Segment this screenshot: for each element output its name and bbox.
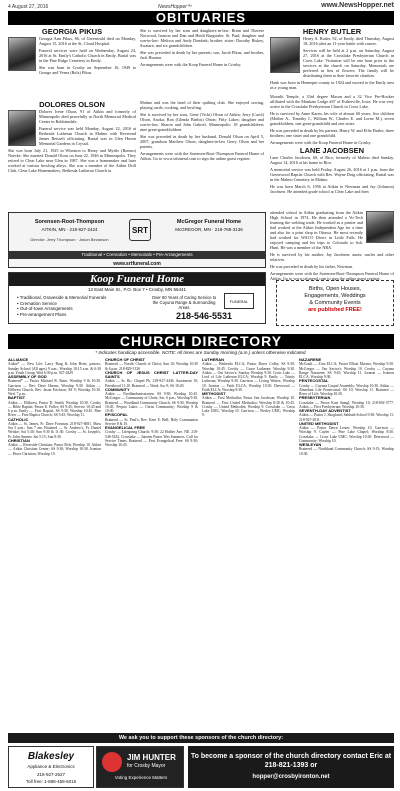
funeral-home-ad-srt xyxy=(8,212,266,268)
obituary-text: Arrangements were with the Sorensen-Root-Thompson Funeral Home of Aitkin. Go to www.srfuneral.com to sign the online guest register. xyxy=(270,271,394,281)
directory-listing: Brainerd — Northland Community Church; SS 9:15; Worship 10:30. xyxy=(299,447,394,456)
obituary-henry-butler xyxy=(270,27,394,92)
ad-funeral-director: Director: Jerry Thompson · Jason Bezanson xyxy=(30,237,109,242)
directory-denomination: PENTECOSTAL xyxy=(299,378,329,384)
directory-denomination: METHODIST xyxy=(202,391,226,396)
directory-listing: Aitkin* — New Life: Larry Burg & John Beier, pastors; Sunday School (All ages) 9 a.m.; Worship 10:15 a.m. & 6:30 p.m. Youth Group, Wed 6:30 p.m. 927-4429 xyxy=(8,362,101,375)
obituary-photo xyxy=(270,37,300,73)
obituary-text: Dolores Irene Olson, 91 of Aitkin and formerly of Minneapolis died peacefully at North Memorial Medical Center in Robbinsdale. xyxy=(39,109,136,124)
directory-entry xyxy=(8,358,101,375)
obituary-georgia-pikus-cont xyxy=(140,28,264,69)
obituary-name: DOLORES OLSON xyxy=(39,100,105,109)
sponsor-support-bar: We ask you to support these sponsors of the church directory: xyxy=(8,733,394,743)
directory-column-2 xyxy=(105,358,198,447)
obituary-text: Funeral service was held Monday, August 22, 2016 at Bethesda Lutheran Church in Malmo with Reverend James Reisselt officiating. Burial was in Glen Haven Memorial Gardens in Crystal. xyxy=(39,126,136,146)
obituary-name: LANE JACOBSEN xyxy=(299,146,365,155)
directory-denomination: CHRISTIAN xyxy=(8,437,30,443)
ad-koop-address: 12 East Main St., P.O. Box 7 • Crosby, MN 56441 xyxy=(88,287,186,292)
obituary-text: She was born in Crosby on September 16, 1949 to George and Verna (Bolz) Pikus. xyxy=(39,65,136,75)
directory-denomination: WESLEYAN xyxy=(299,442,322,447)
directory-entry xyxy=(202,392,295,418)
obituary-text: She was preceded in death by her husband, Donald Olson on April 5, 2007; grandson Matthew Olson; daughter-in-law Gerry Olson and her parents. xyxy=(140,134,264,149)
sponsor-ad-blakesley xyxy=(8,746,94,788)
obituary-text: Arrangements were with the Sorensen-Root-Thompson Funeral Home of Aitkin. Go to www.srfuneral.com to sign the online guest register. xyxy=(140,151,264,161)
directory-listing: Aitkin — St. James, Fr. Dave Forsman. 218-927-6081. Mass Sat 5 p.m.; Sun 7 am. Brainerd — St. Andrew's, Fr. Daniel Weiske; Sat 5:30; Sun 9:30 & 11:30. Crosby — St. Joseph's, Fr. John Ammer. Sat 5:15; Sun 8:30. xyxy=(8,421,101,439)
births-announcement-box xyxy=(276,280,394,326)
obituary-text: She was preceded in death by her parents; son, Jacob Pikus; and brother, Jack Hunton. xyxy=(140,50,264,60)
ad-koop-phone: 218-546-5531 xyxy=(175,311,233,321)
directory-listing: Crosslake — Pastor Kate Stangl; Worship 10; 218-692-3777. Aitkin — First Presbyterian; Worship 10:30. xyxy=(299,400,394,409)
obituaries-heading: OBITUARIES xyxy=(8,11,394,25)
obituary-text: Lane Charles Jacobsen, 60, of Rice, formerly of Malmo died Sunday, August 14, 2016 at his home in Rice. xyxy=(270,155,394,165)
directory-entry xyxy=(105,426,198,447)
directory-listing: Aitkin — Pastor J. Skoglund; Sabbath School 9:30; Worship 11; 218-927-2011. xyxy=(299,413,394,422)
directory-column-1 xyxy=(8,358,101,456)
directory-listing: Crosby — Cuyuna Gospel Assembly; Worship 10:30. Aitkin — Abundant Life Pentecostal; SS 10; Worship 11. Brainerd — River of Life; Worship 10:30. xyxy=(299,383,394,396)
hunter-subtitle: for Crosby Mayor xyxy=(127,763,166,769)
ad-koop-tagline: Over 80 Years of Caring Service to the Cuyuna Range & Surrounding Areas xyxy=(151,295,217,310)
directory-denomination: CHURCH OF JESUS CHRIST LATTER-DAY SAINTS xyxy=(105,369,198,379)
obituary-dolores-olson xyxy=(8,100,136,175)
obituary-name: GEORGIA PIKUS xyxy=(41,27,103,36)
obituary-text: Hank was born in Hennepin county in 1924 and moved to the Emily area as a young man. xyxy=(270,80,394,90)
obituary-text: She was born July 21, 1925 in Wheaton to Henry and Myrtle (Romeo) Naecke. She married Donald Olson on June 22, 1946 in Minneapolis. They retired to Clear Lake near Glen in 1987. She was a homemaker and later worked at various bowling alleys. She was a member of the Aitkin Drill Club, Clear Lake Homemakers, Bethesda Lutheran Church in xyxy=(8,148,136,173)
obituary-text: Malmo and was the head of their quilting club. She enjoyed sewing, playing cards, cooking, and bowling. xyxy=(140,100,264,110)
directory-denomination: COMMUNITY xyxy=(105,386,130,392)
directory-sponsor-text: To become a sponsor of the church directory contact Eric at 218-821-1393 or xyxy=(190,753,392,769)
page-number-date: 4 August 27, 2016 xyxy=(8,4,49,10)
directory-denomination: UNITED METHODIST xyxy=(299,420,339,426)
directory-entry xyxy=(105,388,198,414)
obituary-text: Moonlit Temple, a 33rd degree Mason and a 32 Vice Pre-Hooker affiliated with the Mankato Lodge #47 of Estherville, Iowa. He was very active in the Crosslake Presbyterian Church in Cross Lake. xyxy=(270,94,394,109)
ad-funeral-address-left: AITKIN, MN · 218-927-2424 xyxy=(41,227,98,232)
directory-sponsor-ad xyxy=(188,746,394,788)
newspaper-page xyxy=(8,0,394,791)
directory-listing: Crosby — Lifespring Church; 9:30; 22 Holder Ave. NE. 218-546-5432. Crosslake — Interim Pastor Wes Sommers. Call for Service Times. Brainerd — First Evangelical Free; SS 9:30; Worship 10:45. xyxy=(105,430,198,447)
srt-logo: SRT xyxy=(129,219,151,241)
births-free-line: are published FREE! xyxy=(308,307,362,313)
ad-koop-name: Koop Funeral Home xyxy=(9,273,265,286)
obituary-name: HENRY BUTLER xyxy=(302,27,362,36)
directory-denomination: BAPTIST xyxy=(8,395,26,401)
births-line: & Community Events xyxy=(309,300,361,306)
ad-funeral-tagline: Traditional • Cremation • Memorials • Pre-Arrangements xyxy=(9,251,265,259)
blakesley-line: Appliance & Electronics xyxy=(27,764,75,769)
directory-denomination: CHURCH OF CHRIST xyxy=(105,357,145,362)
ad-funeral-name-right: McGregor Funeral Home xyxy=(176,219,242,225)
obituary-text: attended school in Aitkin graduating from the Aitkin High School in 1974. He then attended a Vo-Tech learning the welding trade. He worked as a printer and had worked at the Aitkin Independent Age for a time and also for a print shop in Ottawa. He most recently had worked for WACO Direct in Little Falls. He enjoyed camping and his trips to Colorado to fish. Hunt. He was a member of the NRA. xyxy=(270,210,363,250)
obituary-text: She is survived by her sons, Gene (Vicki) Olson of Aitkin; Jerry (Carol) Olson, Anoka; Ron (Glenda Birthis) Olson; Fifty Lakes; daughter and son-in-law, Sharon and John Gabriel, Minneapolis; 18 grandchildren; nine great-grandchildren. xyxy=(140,112,264,132)
births-line: Births, Open Houses, xyxy=(308,286,362,292)
obituary-text: Funeral services were held on Wednesday, August 24, 2016 at St. Emily's Catholic Church in Emily. Burial was in the Pine Ridge Cemetery in Emily. xyxy=(39,48,136,63)
directory-listing: Aitkin — Bethesda ELCA; Pastor Bruce Colby; SS 9:30; Worship 10:45. Crosby — Grace Lutheran; Worship 9:30. Aitkin — Our Savior's; Sunday Worship 9:30. Cross Lake — Lord of Life Lutheran ELCA; Worship 9. Emily — Trinity Lutheran; Worship 9:30. Garrison — Living Waters; Worship 10. Ironton — Faith ELCA; Worship 10:30. Deerwood — Faith ELCA; Worship 9:30. xyxy=(202,362,295,392)
obituary-photo xyxy=(8,110,36,146)
directory-denomination: PRESBYTERIAN xyxy=(299,395,331,401)
directory-denomination: EPISCOPAL xyxy=(105,412,128,418)
directory-entry xyxy=(8,396,101,417)
directory-denomination: LUTHERAN xyxy=(202,357,224,362)
hunter-name: JIM HUNTER xyxy=(127,753,176,762)
directory-entry xyxy=(8,418,101,439)
publication-name: NewsHopper™ xyxy=(158,4,192,10)
directory-entry xyxy=(299,443,394,456)
directory-listing: Aitkin — Pastor Dawn Lester; Worship 10. Garrison — Worship 9. Cuyler — Pine Lake Chapel; Worship 8:30. Crosslake — Cross Lake UMC; Worship 10:30. Deerwood — Community; Worship 10. xyxy=(299,426,394,443)
directory-denomination: ALLIANCE xyxy=(8,357,29,362)
obituary-text: She is survived by her sons and daughters-in-law: Brian and Therese Norwood, Ironton and Dan and Heidi Burgstaler, St. Paul; daughter and son-in-law: Melissa and Andy Dombek; brother, sister: Dorothy Biskey, Swatara; and six grandchildren. xyxy=(140,28,264,48)
directory-entry xyxy=(299,358,394,379)
directory-listing: Aitkin — Hillcrest, Pastor D. Smith; Worship 10:30. Crosby — Bible Baptist; Pastor E. Fuller; SS 9:45; Service 10:45 and 6 p.m. Emily — First Baptist; SS 9:30; Worship 10:45. Pine River — First Baptist Church; SS 9:45; Worship 11. xyxy=(8,400,101,418)
website-link[interactable]: www.NewsHopper.net xyxy=(321,2,394,9)
directory-listing: Aitkin — Nordlandsmissionen; SS 9:30; Worship 10:45. McGregor — Community of Christ; Sat. 6 p.m.; Worship 9:30. Brainerd — Woodland Community Church; SS 9:30; Worship 10:45. Pequot Lakes — Christ Community; Worship 9 & 10:30. xyxy=(105,392,198,413)
ad-koop-logo: FUNERAL xyxy=(224,293,254,309)
directory-entry xyxy=(8,439,101,456)
blakesley-name: Blakesley xyxy=(27,751,75,762)
ad-koop-service-item: • Pre-arrangement Plans xyxy=(17,311,67,317)
obituary-dolores-olson-cont xyxy=(140,100,264,163)
directory-listing: Brainerd* — Pastor Michael R. Rater. Worship 9 & 10:30. Garrison — Rev. Dave Harms; Worship 9:30. Aitkin — Hillcrest Church, Rev. Jason Erickson; SS 9; Worship 10:30. Wed. 7 p.m. xyxy=(8,379,101,396)
funeral-home-ad-koop xyxy=(8,272,266,324)
obituary-photo xyxy=(8,37,36,71)
obituary-georgia-pikus xyxy=(8,27,136,77)
directory-entry xyxy=(105,371,198,388)
obituary-lane-jacobsen xyxy=(270,146,394,196)
directory-denomination: NAZARENE xyxy=(299,357,322,362)
directory-listing: Aitkin — Riverside Christian; Pastor Bob; Worship 10. Aitkin — Aitkin Christian Center; SS 9:30; Worship 10:30. Ironton — Peace Christian; Worship 10. xyxy=(8,443,101,456)
directory-denomination: SEVENTH-DAY ADVENTIST xyxy=(299,408,351,413)
directory-denomination: EVANGELICAL FREE xyxy=(105,425,146,430)
hunter-slogan: Voting Experience Matters xyxy=(114,775,168,780)
directory-denomination: ASSEMBLY OF GOD xyxy=(8,374,47,379)
obituary-lane-jacobsen-cont xyxy=(270,210,394,283)
ad-koop-service-item: • Out-of-town Arrangements xyxy=(17,306,73,311)
directory-listing: Brainerd — St. Paul's; Rev. Kent E. Bell; Holy Communion Service 8 & 10. xyxy=(105,417,198,426)
directory-listing: Aitkin — Sr. Br.; Chapel Ph. 218-927-4436. Sacrament 10; Priesthood 11:10. Brainerd — Ward; Sac 9; SS 10:20. xyxy=(105,379,198,388)
directory-entry xyxy=(202,358,295,392)
directory-column-3 xyxy=(202,358,295,418)
ad-koop-service-item: • Traditional, Graveside & Memorial Funerals xyxy=(17,295,107,300)
obituary-text: He is survived by his mother, Jay Jacobsen; aunts; uncles and other relatives. xyxy=(270,252,394,262)
directory-listing: Aitkin — First Methodist; Pastor Jim Jacobson; Worship 10. Brainerd — First United Methodist; Worship 8:30 & 10:45. Crosby — United Methodist; Worship 9. Crosslake — Cross Lake UMC; Worship 10. Garrison — Wesley UMC; Worship 9. xyxy=(202,396,295,418)
obituary-text: A memorial service was held Friday, August 26, 2016 at 1 p.m. from the Greenwood Baptist Church with Rev. Wayne Doig officiating. Burial was in the Malmo Cemetery in Malmo. xyxy=(270,167,394,182)
obituary-text: Henry A. Butler, 92, of Emily, died Thursday, August 18, 2016 after an 11-year battle with cancer. xyxy=(303,36,394,46)
obituary-photo xyxy=(366,211,394,243)
obituary-text: Arrangements were with the Koop Funeral Home in Crosby. xyxy=(270,140,372,145)
ad-funeral-address-right: McGREGOR, MN · 218-768-3136 xyxy=(175,227,243,232)
hunter-logo-icon xyxy=(102,752,122,772)
church-directory-heading: CHURCH DIRECTORY xyxy=(8,334,394,349)
obituary-text: He was preceded in death by his father, Newman. xyxy=(270,264,354,269)
directory-listing: McGrath — Zion ELCA; Pastor Elliott Marino; Worship 9:30. McGregor — Our Savior's; Worship 10. Crosby — Cuyuna Range Nazarene; SS 9:45; Worship 11. Ironton — Ironton ELCA; Worship 9:30. xyxy=(299,362,394,379)
blakesley-phone: 218-927-2627 xyxy=(36,772,66,777)
births-line: Engagements, Weddings xyxy=(304,293,366,299)
obituary-text: Services will be held at 2 p.m. on Saturday, August 27, 2016 at the Crosslake Presbyterian Church in Cross Lake. Visitation will be one hour prior to the services at the church on Saturday. Memorials are preferred in lieu of flowers. The family will be distributing them to their favorite charities. xyxy=(303,48,394,78)
obituary-henry-butler-cont xyxy=(270,94,394,147)
ad-funeral-name-left: Sorensen-Root-Thompson xyxy=(34,219,105,225)
directory-denomination: CATHOLIC xyxy=(8,416,29,422)
ad-funeral-url[interactable]: www.srtfuneral.com xyxy=(113,261,161,267)
directory-entry xyxy=(299,379,394,396)
obituary-text: Arrangements were with the Koop Funeral Home in Crosby. xyxy=(140,62,242,67)
obituary-text: He was born March 6, 1956 at Aitkin to Newman and Jay (Johnson) Jacobsen. He attended grade school at Clear Lake and then xyxy=(270,184,394,194)
ad-koop-service-item: • Cremation Service xyxy=(17,300,57,306)
directory-column-4 xyxy=(299,358,394,456)
church-directory-subhead: * Indicates handicap accessible. NOTE: All times are Sunday morning (a.m.) unless otherwise indicated. xyxy=(95,350,307,355)
obituary-text: He was preceded in death by his parents, Henry W. and Effie Butler; three brothers; one sister and one grandchild. xyxy=(270,128,394,138)
sponsor-ad-hunter xyxy=(96,746,184,788)
blakesley-tollfree: Toll free: 1-888-458-6016 xyxy=(25,779,77,784)
obituary-text: Georgia Ann Pikus, 86, of Greenwald died on Monday, August 15, 2016 at the St. Cloud Hospital. xyxy=(39,36,136,46)
directory-entry xyxy=(8,375,101,396)
directory-entry xyxy=(299,422,394,443)
obituary-text: He is survived by Anne Karen, his wife of almost 60 years; five children (Mother A., Timothy J., William W., Charles E. and Lorne M.), seven grandchildren, one great-grandchild and one sister. xyxy=(270,111,394,126)
directory-sponsor-email[interactable]: hopper@crosbyironton.net xyxy=(252,774,330,780)
ad-koop-services xyxy=(17,295,106,317)
directory-listing: Brainerd — Nordic Church of Christ; Sun 10; Worship 10:30 & 6 p.m. 218-829-5126 xyxy=(105,362,198,371)
